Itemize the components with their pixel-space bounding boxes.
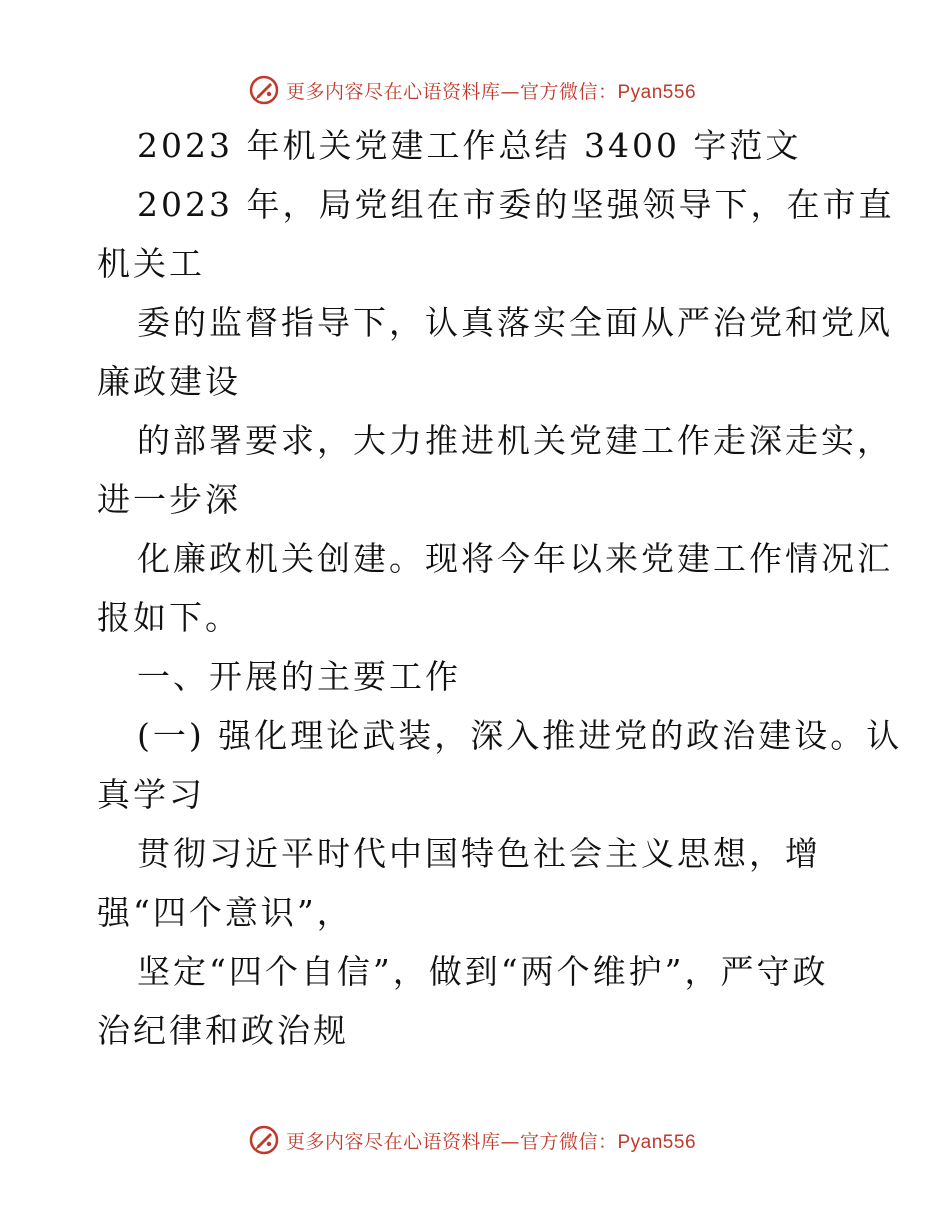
footer-watermark xyxy=(0,1120,950,1160)
watermark-text: 更多内容尽在心语资料库—官方微信：Pyan556 xyxy=(285,1130,697,1153)
paragraph-line: 的部署要求，大力推进机关党建工作走深走实， xyxy=(137,421,893,460)
paragraph-line: 机关工 xyxy=(97,244,205,283)
paragraph-line: 报如下。 xyxy=(97,598,241,637)
watermark-id: Pyan556 xyxy=(617,1131,697,1153)
paragraph-line: 强“四个意识”， xyxy=(97,893,353,932)
document-title: 2023 年机关党建工作总结 3400 字范文 xyxy=(137,126,802,165)
paragraph-line: 2023 年，局党组在市委的坚强领导下，在市直 xyxy=(137,185,895,224)
seal-logo-icon xyxy=(248,1124,280,1156)
watermark-id: Pyan556 xyxy=(617,81,697,103)
paragraph-line: 真学习 xyxy=(97,775,205,814)
paragraph-line: 委的监督指导下，认真落实全面从严治党和党风 xyxy=(137,303,893,342)
seal-logo-icon xyxy=(248,74,280,106)
paragraph-line: 化廉政机关创建。现将今年以来党建工作情况汇 xyxy=(137,539,893,578)
section-heading: 一、开展的主要工作 xyxy=(137,657,461,696)
paragraph-line: 贯彻习近平时代中国特色社会主义思想，增 xyxy=(137,834,821,873)
paragraph-line: 廉政建设 xyxy=(97,362,241,401)
paragraph-line: 坚定“四个自信”，做到“两个维护”，严守政 xyxy=(137,952,829,991)
watermark-text: 更多内容尽在心语资料库—官方微信：Pyan556 xyxy=(285,80,697,103)
paragraph-line: 进一步深 xyxy=(97,480,241,519)
paragraph-line: 治纪律和政治规 xyxy=(97,1011,349,1050)
header-watermark xyxy=(0,70,950,110)
subsection-heading: (一) 强化理论武装，深入推进党的政治建设。认 xyxy=(137,716,903,755)
